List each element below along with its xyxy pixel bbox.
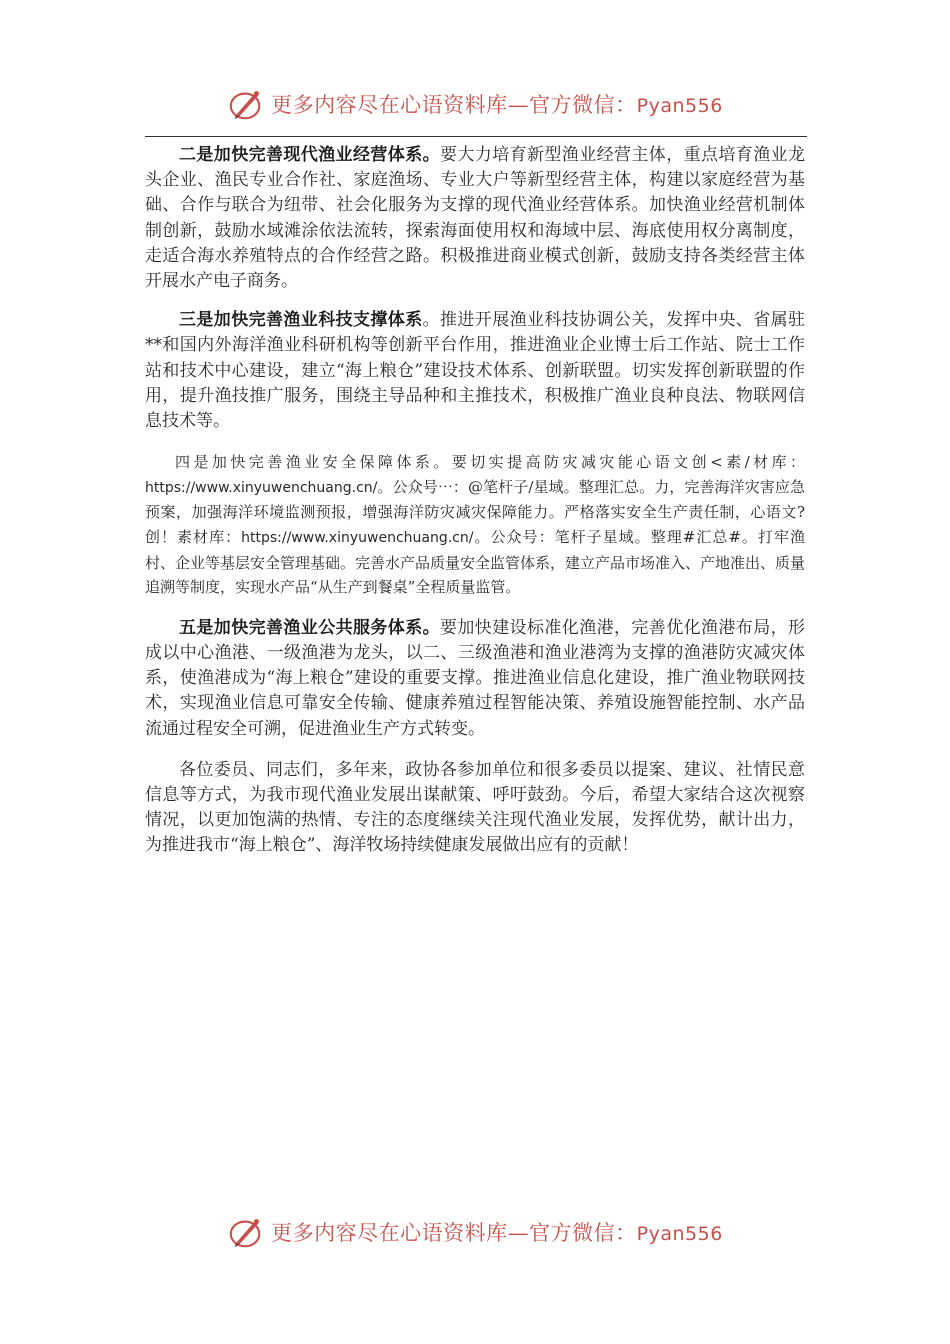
paragraph-lead: 三是加快完善渔业科技支撑体系 [179, 310, 423, 331]
paragraph-lead: 二是加快完善现代渔业经营体系。 [179, 145, 440, 165]
footer-banner [0, 1212, 950, 1252]
paragraph-safety-system: 四是加快完善渔业安全保障体系。要切实提高防灾减灾能心语文创<素/材库：https://www.xinyuwenchuang.cn/。公众号⋯：@笔杆子/星域。整理汇总。力，完善海洋灾害应急预案，加强海洋环境监测预报，增强海洋防灾减灾保障能力。严格落实安全生产责任制，心语文?创！素材库：https://www.xinyuwenchuang.cn/。公众号：笔杆子星域。整理#汇总#。打牢渔村、企业等基层安全管理基础。完善水产品质量安全监管体系，建立产品市场准入、产地准出、质量追溯等制度，实现水产品“从生产到餐桌”全程质量监管。 [145, 453, 806, 597]
header-divider [145, 136, 807, 137]
inline-link-text: https://www.xinyuwenchuang.cn/ [145, 479, 378, 496]
pen-logo-icon [227, 85, 265, 123]
paragraph-operation-system: 二是加快完善现代渔业经营体系。要大力培育新型渔业经营主体，重点培育渔业龙头企业、渔民专业合作社、家庭渔场、专业大户等新型经营主体，构建以家庭经营为基础、合作与联合为纽带、社会化服务为支撑的现代渔业经营体系。加快渔业经营机制体制创新，鼓励水域滩涂依法流转，探索海面使用权和海域中层、海底使用权分离制度，走适合海水养殖特点的合作经营之路。积极推进商业模式创新，鼓励支持各类经营主体开展水产电子商务。 [145, 145, 805, 292]
inline-link-text: https://www.xinyuwenchuang.cn/ [241, 530, 474, 547]
paragraph-tech-support: 三是加快完善渔业科技支撑体系。推进开展渔业科技协调公关，发挥中央、省属驻**和国内外海洋渔业科研机构等创新平台作用，推进渔业企业博士后工作站、院士工作站和技术中心建设，建立“海上粮仓”建设技术体系、创新联盟。切实发挥创新联盟的作用，提升渔技推广服务，围绕主导品种和主推技术，积极推广渔业良种良法、物联网信息技术等。 [145, 310, 806, 432]
paragraph-public-service: 五是加快完善渔业公共服务体系。要加快建设标准化渔港，完善优化渔港布局，形成以中心渔港、一级渔港为龙头，以二、三级渔港和渔业港湾为支撑的渔港防灾减灾体系，使渔港成为“海上粮仓”建设的重要支撑。推进渔业信息化建设，推广渔业物联网技术，实现渔业信息可靠安全传输、健康养殖过程智能决策、养殖设施智能控制、水产品流通过程安全可溯，促进渔业生产方式转变。 [145, 617, 805, 739]
document-body [145, 143, 805, 859]
pen-logo-icon [227, 1213, 265, 1251]
header-banner-text: 更多内容尽在心语资料库—官方微信：Pyan556 [271, 93, 723, 117]
paragraph-closing: 各位委员、同志们，多年来，政协各参加单位和很多委员以提案、建议、社情民意信息等方式，为我市现代渔业发展出谋献策、呼吁鼓劲。今后，希望大家结合这次视察情况，以更加饱满的热情、专注的态度继续关注现代渔业发展，发挥优势，献计出力，为推进我市“海上粮仓”、海洋牧场持续健康发展做出应有的贡献！ [145, 759, 805, 856]
header-banner [0, 84, 950, 124]
footer-banner-text: 更多内容尽在心语资料库—官方微信：Pyan556 [271, 1221, 723, 1245]
paragraph-lead: 五是加快完善渔业公共服务体系。 [179, 617, 440, 638]
